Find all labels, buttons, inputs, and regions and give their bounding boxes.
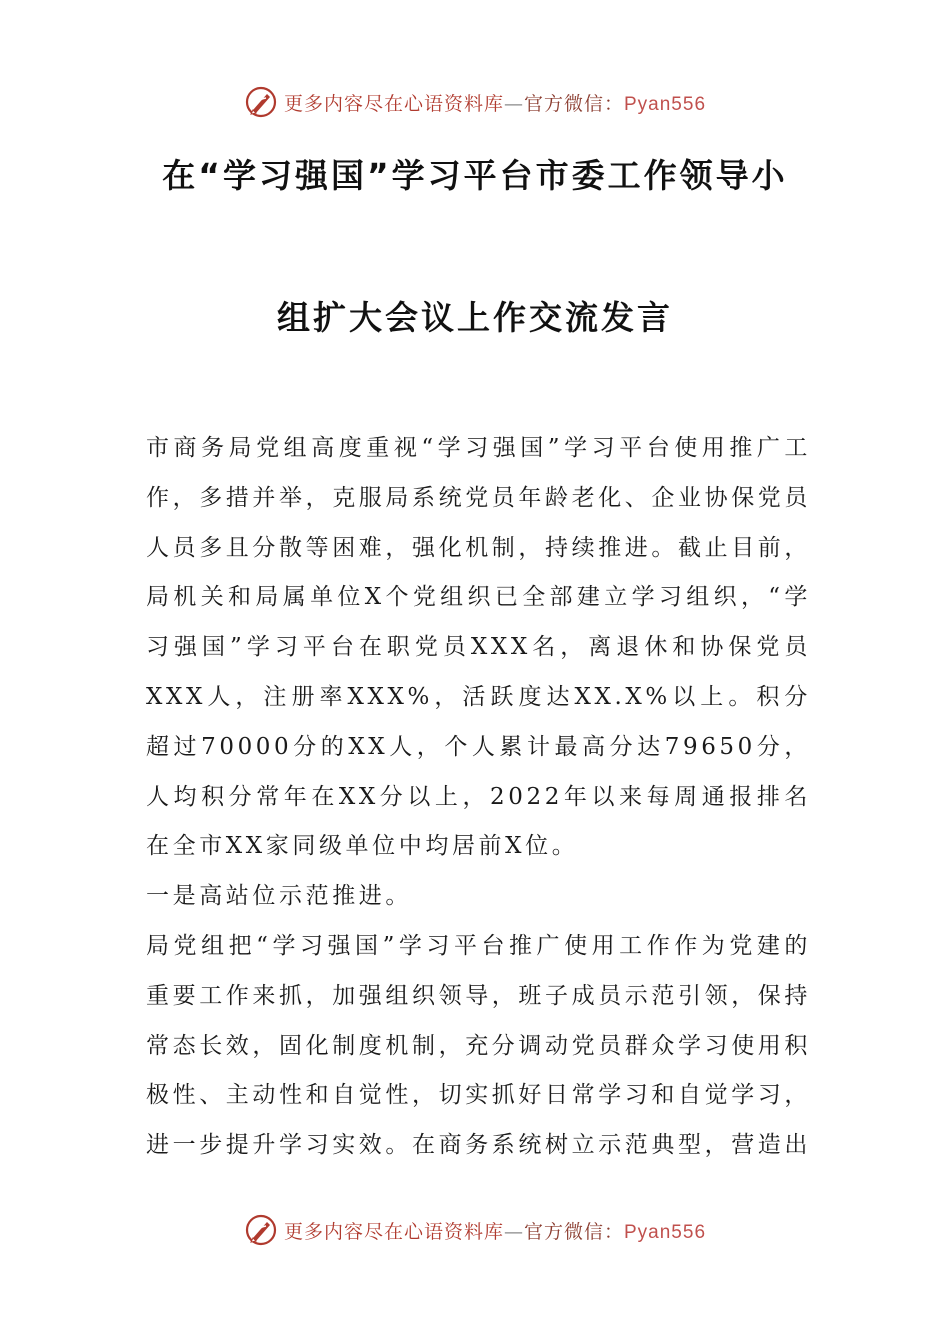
banner-text-group (284, 1217, 706, 1244)
document-title-line-1: 在“学习强国”学习平台市委工作领导小 (162, 156, 788, 195)
paragraph-intro: 市商务局党组高度重视“学习强国”学习平台使用推广工作，多措并举，克服局系统党员年龄老化、企业协保党员人员多且分散等困难，强化机制，持续推进。截止目前，局机关和局属单位X个党组织已全部建立学习组织，“学习强国”学习平台在职党员XXX名，离退休和协保党员XXX人，注册率XXX%，活跃度达XX.X%以上。积分超过70000分的XX人，个人累计最高分达79650分，人均积分常年在XX分以上，2022年以来每周通报排名在全市XX家同级单位中均居前X位。 (146, 435, 811, 860)
banner-wechat-label: 官方微信： (523, 92, 624, 115)
banner-wechat-id: Pyan556 (624, 1221, 707, 1243)
header-banner (0, 82, 950, 122)
banner-text: 更多内容尽在心语资料库 (283, 92, 504, 115)
document-title-line-2: 组扩大会议上作交流发言 (277, 298, 673, 337)
footer-banner (0, 1210, 950, 1250)
pen-logo-icon (244, 85, 278, 119)
banner-text: 更多内容尽在心语资料库 (283, 1220, 504, 1243)
paragraph-section-heading: 一是高站位示范推进。 (146, 883, 412, 910)
banner-separator: — (503, 1220, 524, 1243)
document-body (146, 424, 811, 1171)
banner-wechat-label: 官方微信： (523, 1220, 624, 1243)
banner-separator: — (503, 92, 524, 115)
banner-wechat-id: Pyan556 (624, 93, 707, 115)
pen-logo-icon (244, 1213, 278, 1247)
paragraph-section-body: 局党组把“学习强国”学习平台推广使用工作作为党建的重要工作来抓，加强组织领导，班子成员示范引领，保持常态长效，固化制度机制，充分调动党员群众学习使用积极性、主动性和自觉性，切实抓好日常学习和自觉学习，进一步提升学习实效。在商务系统树立示范典型，营造出 (146, 932, 811, 1159)
banner-text-group (284, 89, 706, 116)
